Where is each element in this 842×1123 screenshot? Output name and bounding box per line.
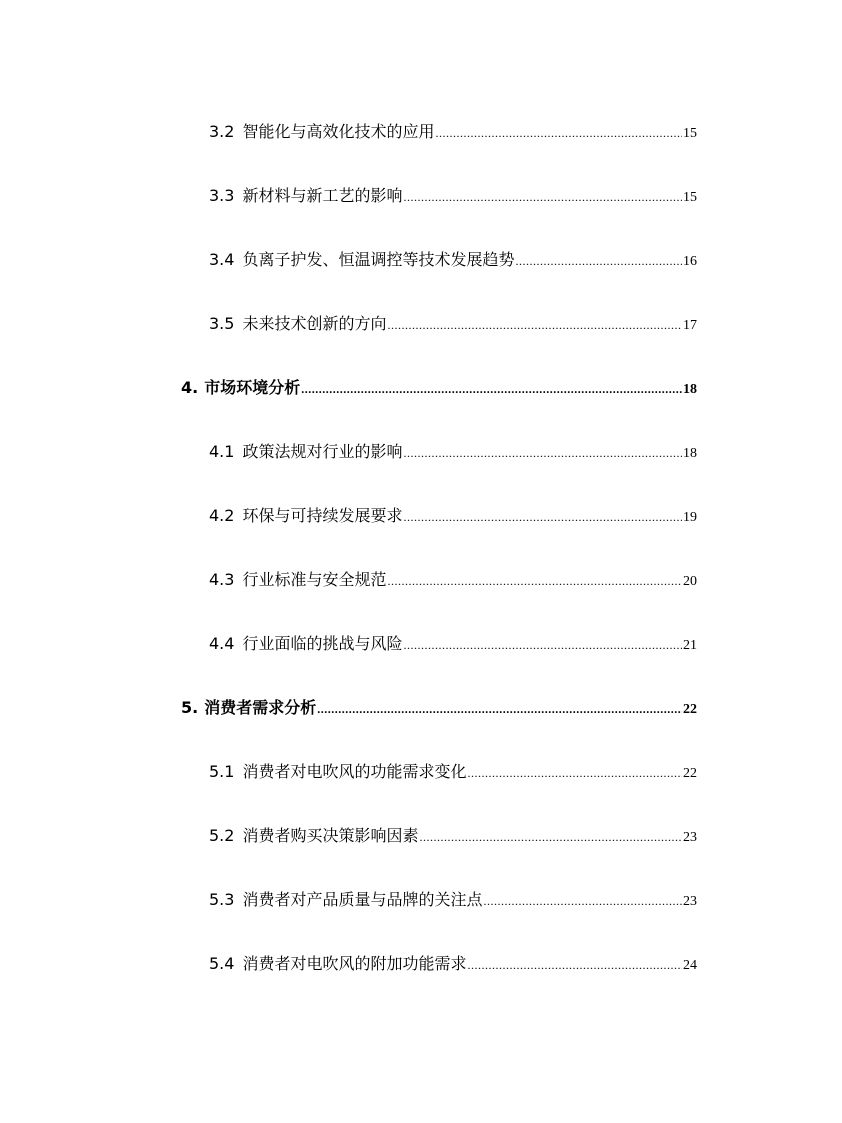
- entry-title: 行业标准与安全规范: [242, 570, 387, 589]
- entry-number: 3.5: [209, 314, 235, 333]
- entry-title: 行业面临的挑战与风险: [242, 634, 403, 653]
- page-number: 18: [683, 382, 697, 397]
- page-number: 16: [683, 254, 697, 269]
- entry-number: 4.2: [209, 506, 235, 525]
- page-number: 17: [683, 318, 697, 333]
- entry-title: 消费者对电吹风的功能需求变化: [242, 762, 467, 781]
- toc-entry-5-3[interactable]: [209, 887, 697, 911]
- entry-title: 市场环境分析: [204, 378, 301, 397]
- page-number: 22: [683, 702, 697, 717]
- toc-entry-4-3[interactable]: [209, 567, 697, 591]
- entry-title: 新材料与新工艺的影响: [242, 186, 403, 205]
- entry-number: 5.3: [209, 890, 235, 909]
- dot-leader: [403, 190, 682, 205]
- entry-number: 3.4: [209, 250, 235, 269]
- page-number: 21: [683, 638, 697, 653]
- entry-title: 消费者需求分析: [204, 698, 317, 717]
- page-number: 20: [683, 574, 697, 589]
- entry-title: 消费者对产品质量与品牌的关注点: [242, 890, 483, 909]
- toc-entry-4[interactable]: [181, 375, 697, 399]
- toc-entry-5[interactable]: [181, 695, 697, 719]
- toc-entry-3-3[interactable]: [209, 183, 697, 207]
- toc-entry-5-2[interactable]: [209, 823, 697, 847]
- dot-leader: [387, 318, 682, 333]
- entry-title: 政策法规对行业的影响: [242, 442, 403, 461]
- entry-number: 4.1: [209, 442, 235, 461]
- dot-leader: [435, 126, 682, 141]
- toc-entry-4-1[interactable]: [209, 439, 697, 463]
- entry-title: 智能化与高效化技术的应用: [242, 122, 435, 141]
- dot-leader: [301, 382, 682, 397]
- toc-entry-5-1[interactable]: [209, 759, 697, 783]
- entry-number: 5.1: [209, 762, 235, 781]
- page-number: 23: [683, 894, 697, 909]
- entry-number: 4.3: [209, 570, 235, 589]
- page-number: 15: [683, 126, 697, 141]
- entry-number: 4.4: [209, 634, 235, 653]
- toc-entry-3-5[interactable]: [209, 311, 697, 335]
- entry-number: 5.: [181, 698, 199, 717]
- entry-title: 消费者购买决策影响因素: [242, 826, 419, 845]
- toc-entry-3-4[interactable]: [209, 247, 697, 271]
- entry-title: 环保与可持续发展要求: [242, 506, 403, 525]
- dot-leader: [515, 254, 682, 269]
- entry-number: 5.2: [209, 826, 235, 845]
- entry-number: 3.3: [209, 186, 235, 205]
- page-number: 24: [683, 958, 697, 973]
- page-number: 18: [683, 446, 697, 461]
- dot-leader: [317, 702, 682, 717]
- entry-title: 未来技术创新的方向: [242, 314, 387, 333]
- dot-leader: [403, 638, 682, 653]
- toc-entry-5-4[interactable]: [209, 951, 697, 975]
- dot-leader: [467, 958, 682, 973]
- dot-leader: [403, 446, 682, 461]
- dot-leader: [387, 574, 682, 589]
- entry-title: 负离子护发、恒温调控等技术发展趋势: [242, 250, 515, 269]
- dot-leader: [467, 766, 682, 781]
- entry-number: 5.4: [209, 954, 235, 973]
- page-number: 15: [683, 190, 697, 205]
- page-number: 22: [683, 766, 697, 781]
- entry-title: 消费者对电吹风的附加功能需求: [242, 954, 467, 973]
- toc-entry-3-2[interactable]: [209, 119, 697, 143]
- dot-leader: [403, 510, 682, 525]
- toc-entry-4-4[interactable]: [209, 631, 697, 655]
- page-number: 19: [683, 510, 697, 525]
- dot-leader: [419, 830, 682, 845]
- entry-number: 3.2: [209, 122, 235, 141]
- toc-entry-4-2[interactable]: [209, 503, 697, 527]
- dot-leader: [483, 894, 682, 909]
- entry-number: 4.: [181, 378, 199, 397]
- page-number: 23: [683, 830, 697, 845]
